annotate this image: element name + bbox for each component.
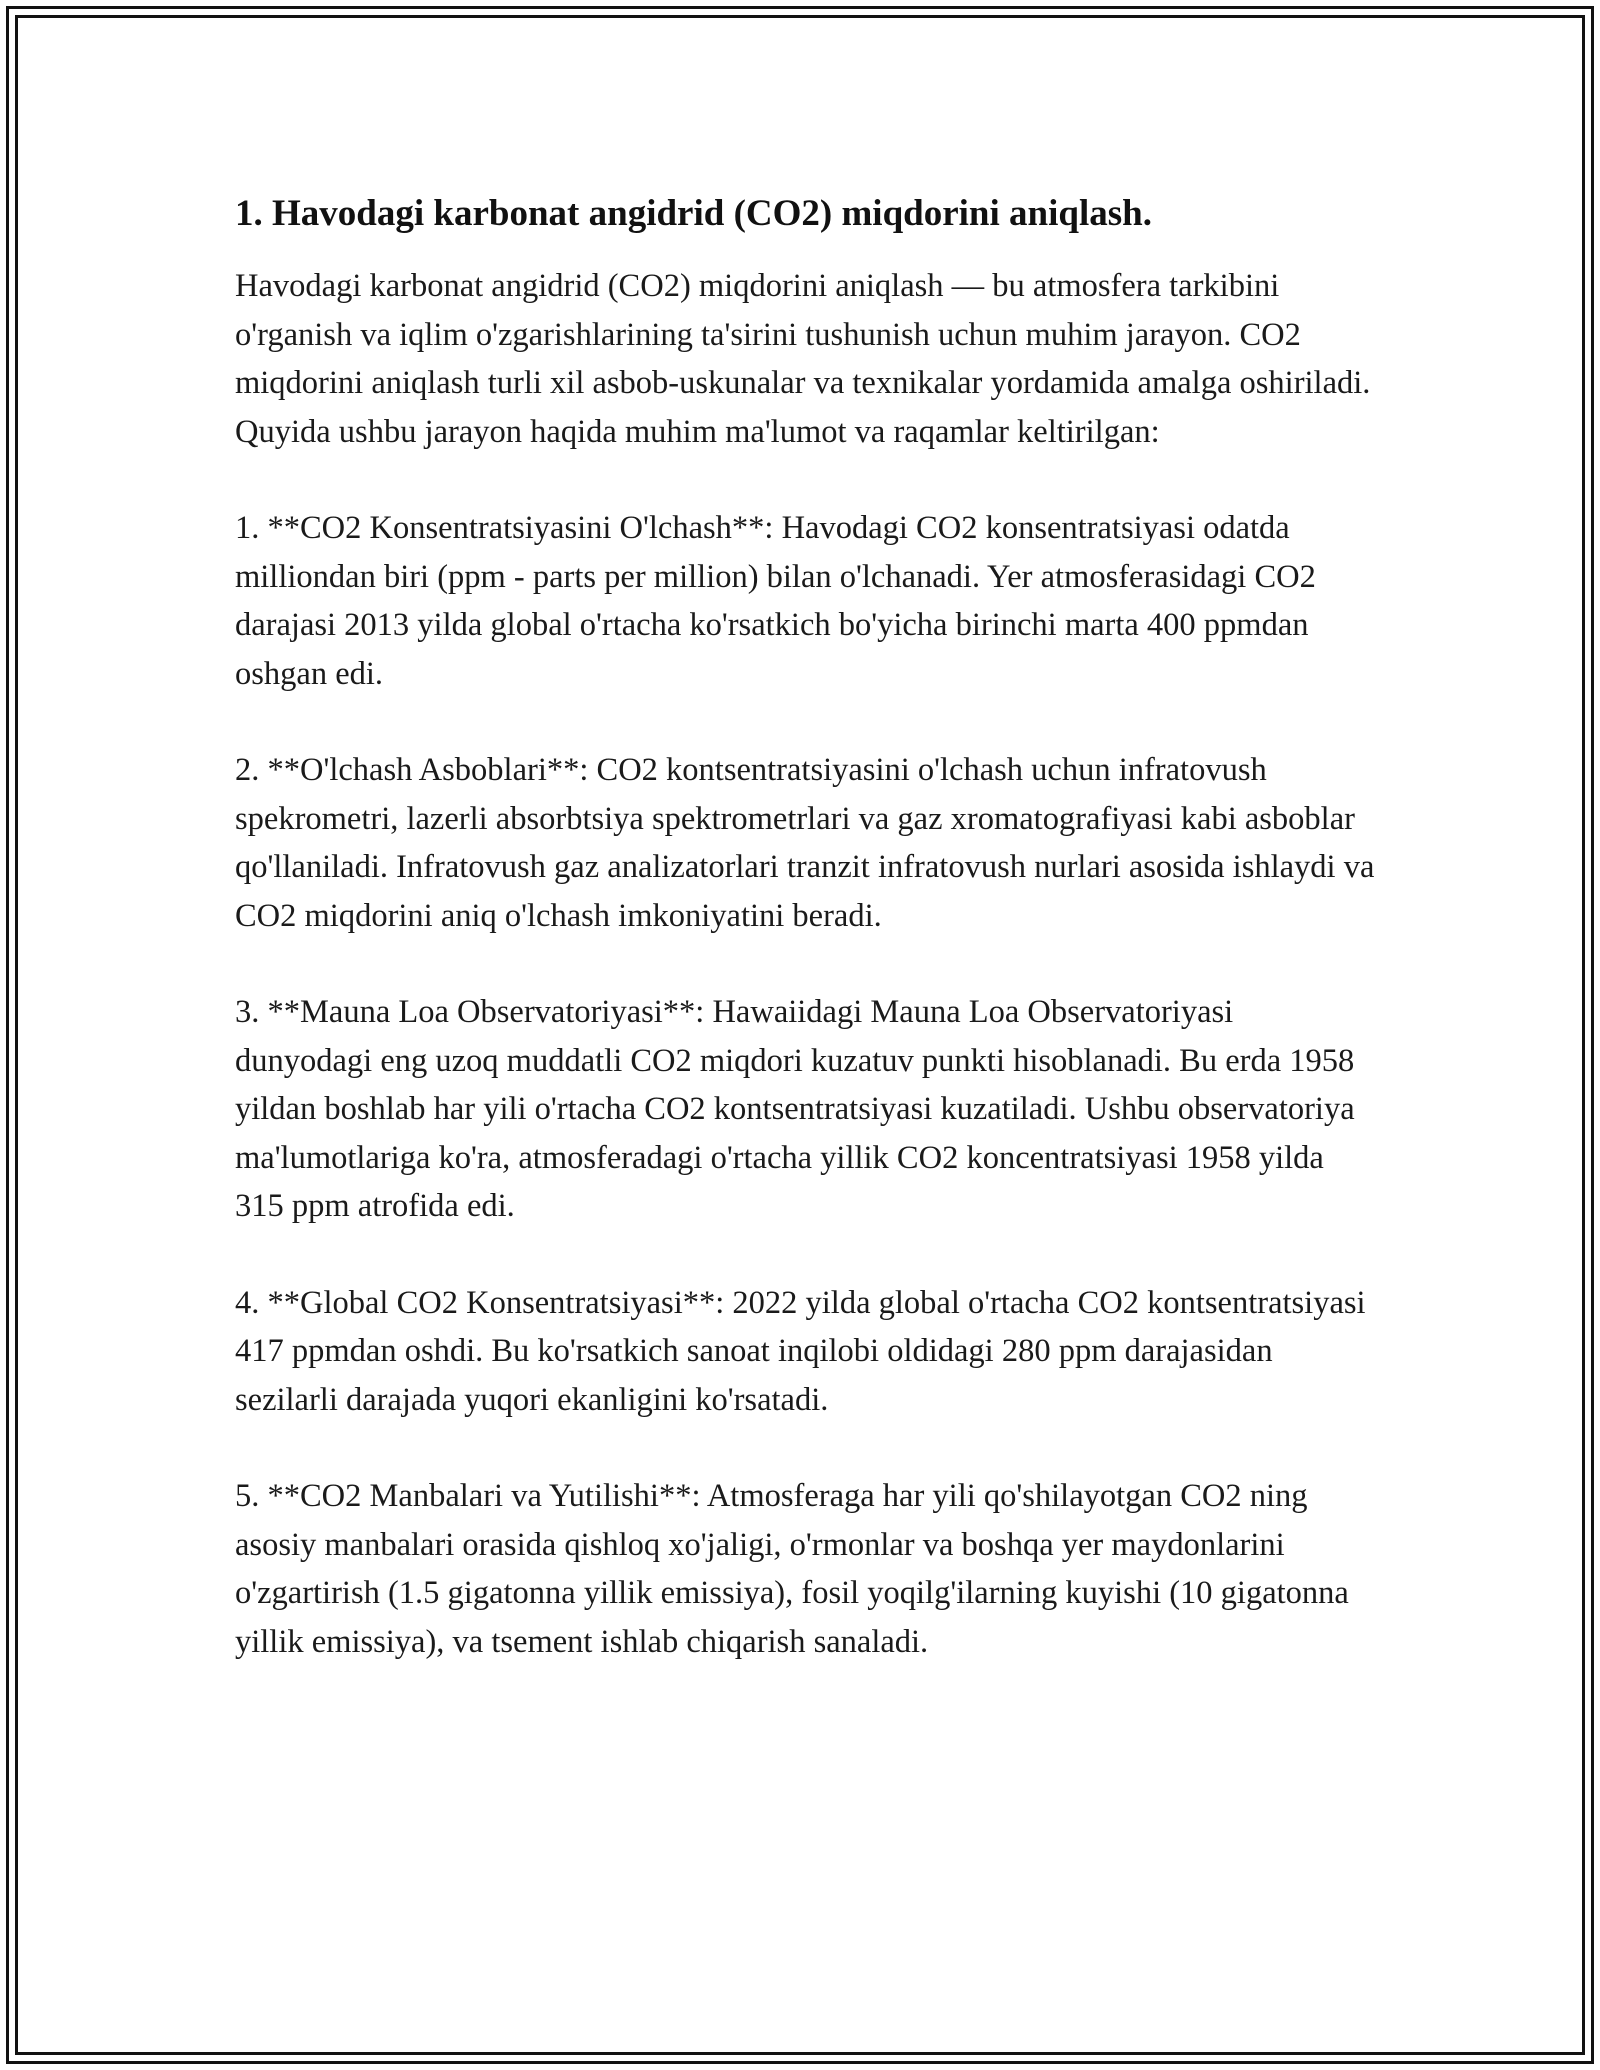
paragraph-measurement-instruments: 2. **O'lchash Asboblari**: CO2 kontsentratsiyasini o'lchash uchun infratovush spekrometri, lazerli absorbtsiya spektrometrlari va gaz xromatografiyasi kabi asboblar qo'llaniladi. Infratovush gaz analizatorlari tranzit infratovush nurlari asosida ishlaydi va CO2 miqdorini aniq o'lchash imkoniyatini beradi. xyxy=(235,752,1375,934)
document-title: 1. Havodagi karbonat angidrid (CO2) miqdorini aniqlash. xyxy=(235,193,1152,234)
paragraph-global-co2: 4. **Global CO2 Konsentratsiyasi**: 2022 yilda global o'rtacha CO2 kontsentratsiyasi 417 ppmdan oshdi. Bu ko'rsatkich sanoat inqilobi oldidagi 280 ppm darajasidan sezilarli darajada yuqori ekanligini ko'rsatadi. xyxy=(235,1284,1366,1418)
paragraph-co2-sources: 5. **CO2 Manbalari va Yutilishi**: Atmosferaga har yili qo'shilayotgan CO2 ning asosiy manbalari orasida qishloq xo'jaligi, o'rmonlar va boshqa yer maydonlarini o'zgartirish (1.5 gigatonna yillik emissiya), fosil yoqilg'ilarning kuyishi (10 gigatonna yillik emissiya), va tsement ishlab chiqarish sanaladi. xyxy=(235,1478,1349,1660)
paragraph-mauna-loa: 3. **Mauna Loa Observatoriyasi**: Hawaiidagi Mauna Loa Observatoriyasi dunyodagi eng uzoq muddatli CO2 miqdori kuzatuv punkti hisoblanadi. Bu erda 1958 yildan boshlab har yili o'rtacha CO2 kontsentratsiyasi kuzatiladi. Ushbu observatoriya ma'lumotlariga ko'ra, atmosferadagi o'rtacha yillik CO2 koncentratsiyasi 1958 yilda 315 ppm atrofida edi. xyxy=(235,994,1355,1224)
paragraph-co2-concentration: 1. **CO2 Konsentratsiyasini O'lchash**: Havodagi CO2 konsentratsiyasi odatda milliondan biri (ppm - parts per million) bilan o'lchanadi. Yer atmosferasidagi CO2 darajasi 2013 yilda global o'rtacha ko'rsatkich bo'yicha birinchi marta 400 ppmdan oshgan edi. xyxy=(235,510,1316,692)
intro-paragraph: Havodagi karbonat angidrid (CO2) miqdorini aniqlash — bu atmosfera tarkibini o'rganish va iqlim o'zgarishlarining ta'sirini tushunish uchun muhim jarayon. CO2 miqdorini aniqlash turli xil asbob-uskunalar va texnikalar yordamida amalga oshiriladi. Quyida ushbu jarayon haqida muhim ma'lumot va raqamlar keltirilgan: xyxy=(235,268,1371,450)
document-body xyxy=(235,188,1375,1714)
